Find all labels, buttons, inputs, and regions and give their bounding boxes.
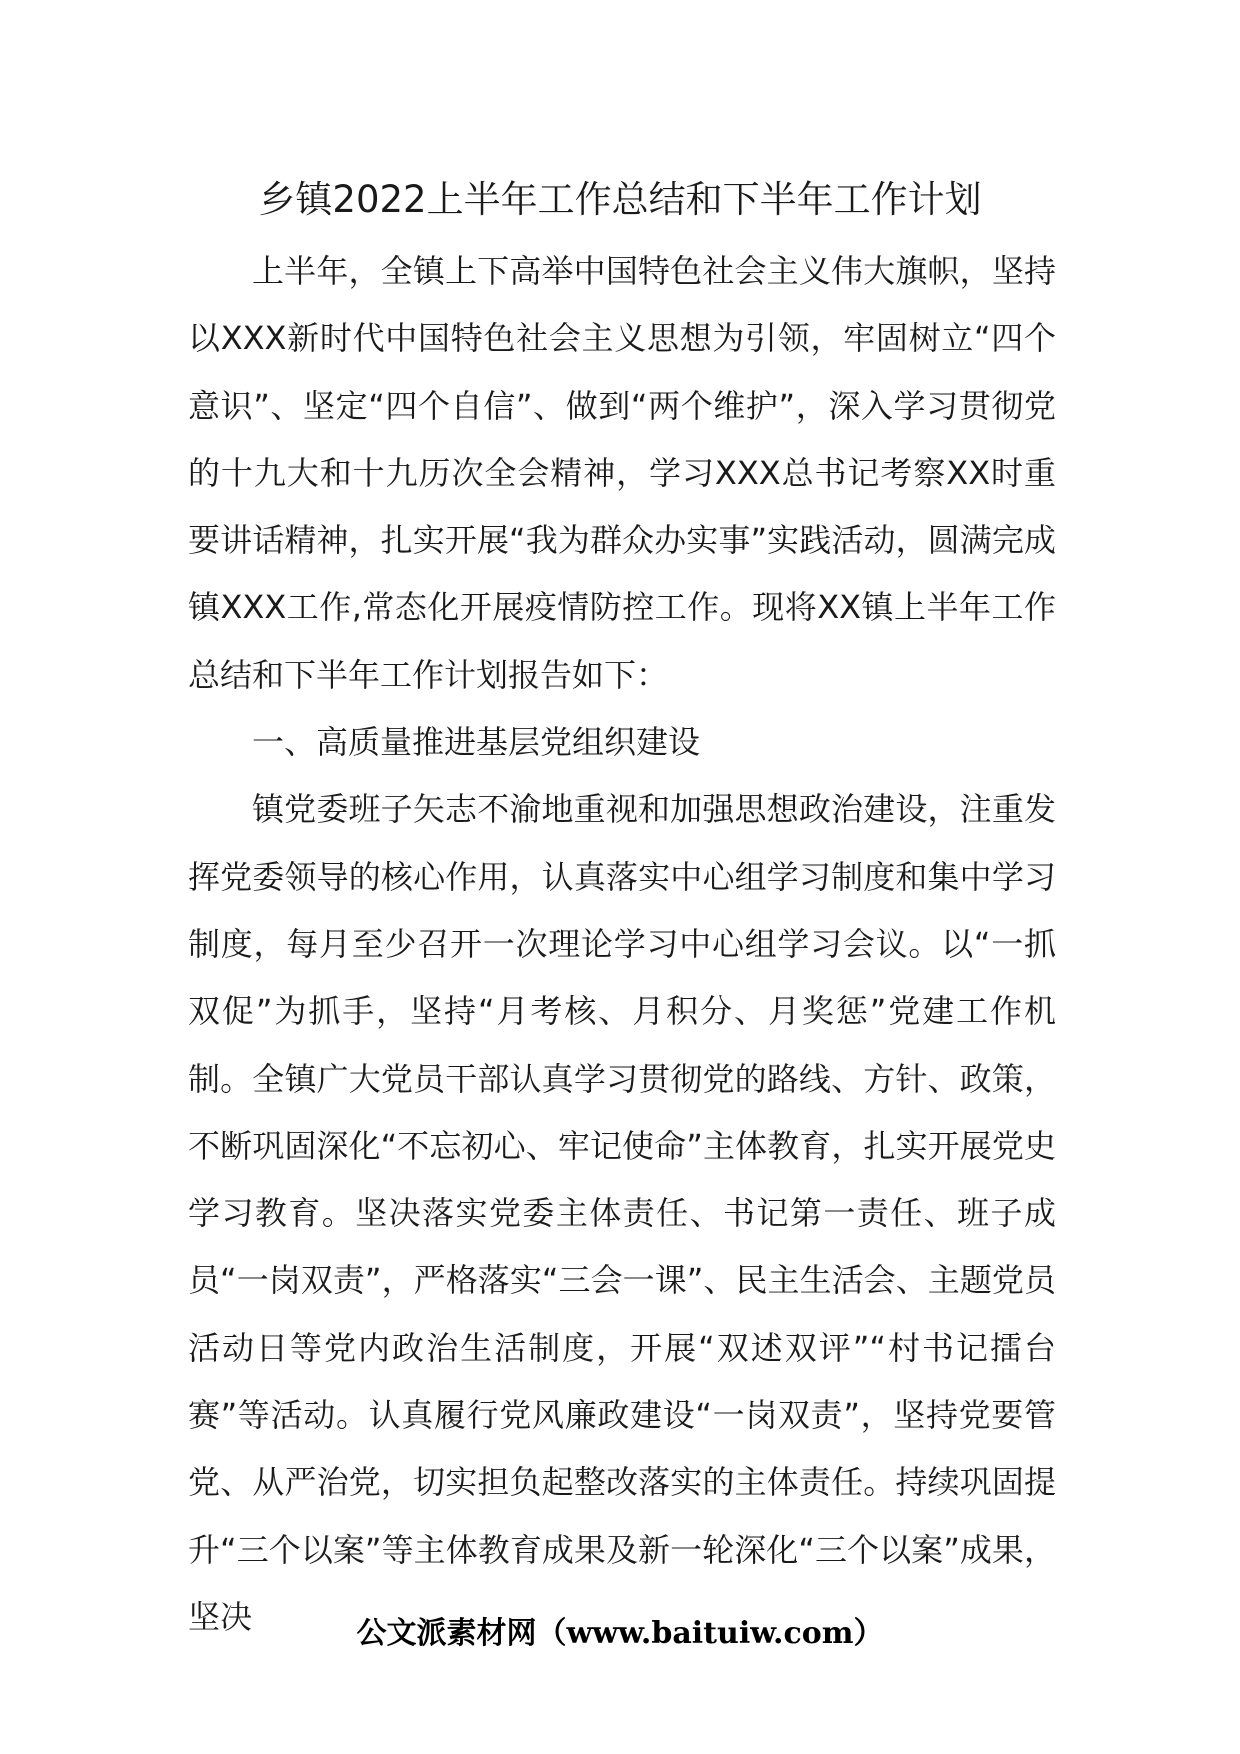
intro-paragraph: 上半年，全镇上下高举中国特色社会主义伟大旗帜，坚持以XXX新时代中国特色社会主义思想为引领，牢固树立“四个意识”、坚定“四个自信”、做到“两个维护”，深入学习贯彻党的十九大和十九历次全会精神，学习XXX总书记考察XX时重要讲话精神，扎实开展“我为群众办实事”实践活动，圆满完成镇XXX工作,常态化开展疫情防控工作。现将XX镇上半年工作总结和下半年工作计划报告如下： bbox=[188, 252, 1056, 694]
document-title: 乡镇2022上半年工作总结和下半年工作计划 bbox=[258, 178, 982, 221]
document-body bbox=[188, 238, 1056, 1651]
section-paragraph: 镇党委班子矢志不渝地重视和加强思想政治建设，注重发挥党委领导的核心作用，认真落实中心组学习制度和集中学习制度，每月至少召开一次理论学习中心组学习会议。以“一抓双促”为抓手，坚持“月考核、月积分、月奖惩”党建工作机制。全镇广大党员干部认真学习贯彻党的路线、方针、政策，不断巩固深化“不忘初心、牢记使命”主体教育，扎实开展党史学习教育。坚决落实党委主体责任、书记第一责任、班子成员“一岗双责”，严格落实“三会一课”、民主生活会、主题党员活动日等党内政治生活制度，开展“双述双评”“村书记擂台赛”等活动。认真履行党风廉政建设“一岗双责”，坚持党要管党、从严治党，切实担负起整改落实的主体责任。持续巩固提升“三个以案”等主体教育成果及新一轮深化“三个以案”成果，坚决 bbox=[188, 790, 1056, 1636]
section-heading: 一、高质量推进基层党组织建设 bbox=[252, 723, 701, 762]
footer-watermark: 公文派素材网（www.baituiw.com） bbox=[356, 1616, 884, 1651]
